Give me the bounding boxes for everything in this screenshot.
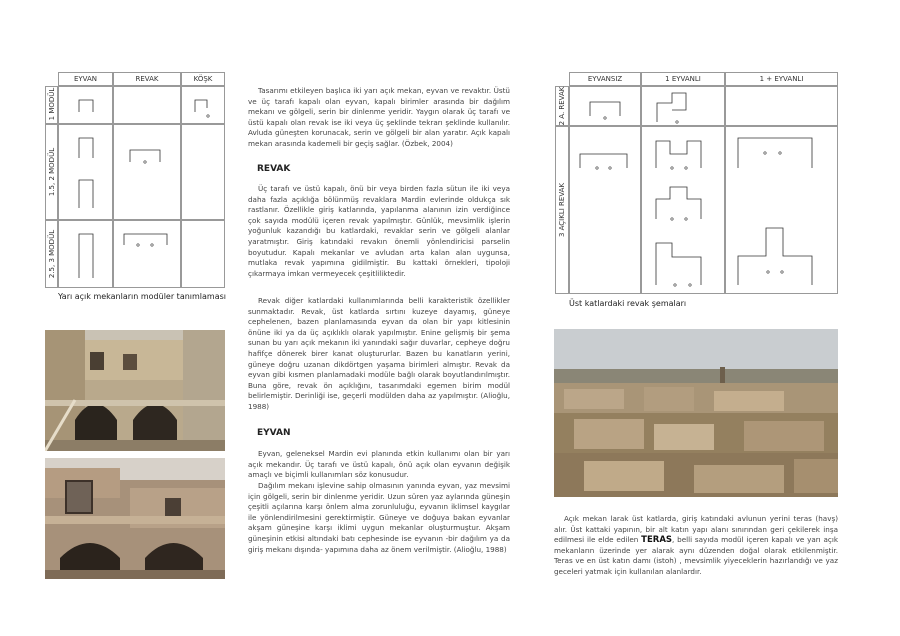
column-dot [674,284,676,286]
teras-text-end: , belli sayıda modül içeren kapalı ve yarı açık mekanların üzerinde yer alarak aynı düzenden doğal olarak etkilenmiştir. Teras ve en üst katın damı (istoh) , mevsimlik yiyeceklerin hazırlandığı ve yaz geceleri yatmak için kullanılan alanlardır. [554,535,839,576]
eyvan-paragraph-1: Eyvan, geleneksel Mardin evi planında etkin kullanımı olan bir yarı açık mekandır. Üç tarafı ve üstü kapalı, önü açık olan eyvanın değişik amaçlı ve biçimli kullanımları söz konusudur. [248,449,510,480]
1-plus-eyvanli-3a-plan-1 [738,138,812,168]
eyvansiz-3a-plan [580,154,627,168]
column-dot [781,271,783,273]
column-dot [596,167,598,169]
left-table-caption: Yarı açık mekanların modüler tanımlaması [58,292,227,301]
1-eyvanli-3a-plan-1 [656,141,701,168]
column-dot [604,117,606,119]
eyvan-paragraph-2: Dağılım mekanı işlevine sahip olmasının yanında eyvan, yaz mevsimi için gölgeli, serin bir dinlenme yeridir. Uzun süren yaz aylarında güneşin çeşitli açılarına karşı önlem alma zorunluluğu, eyvanın iklimsel kaygılar ile yönlendirilmesini gerektirmiştir. Güneye ve doğuya bakan eyvanlar akşam güneşine karşı iklimi uygun mekanlar oluşturmuştur. Akşam güneşinin etkisi altındaki batı cephesinde ise eyvanın -bir dağılım ya da giriş mekanı dışında- yapımına daha az önem verilmiştir. (Alioğlu, 1988) [248,481,510,554]
col-header-eyvan: EYVAN [58,72,113,86]
col-header-kosk: KÖŞK [181,72,225,86]
1-eyvanli-3a-plan-3 [656,243,701,285]
column-dot [609,167,611,169]
mardin-rooftops-photo-art [554,329,838,497]
row-label-2-5-3-modul: 2.5, 3 MODÜL [48,229,56,279]
column-dot [689,284,691,286]
column-dot [671,218,673,220]
row-label-3-acikli-revak: 3 AÇIKLI REVAK [558,182,566,238]
mardin-rooftops-photo [554,329,838,497]
revak-paragraph-1: Üç tarafı ve üstü kapalı, önü bir veya birden fazla sütun ile iki veya daha fazla açıklığa bölünmüş revaklara Mardin evlerinde oldukça sık rastlanır. Özellikle giriş katlarında, yapılanma alanının izin verdiğince çok sayıda modülü içeren revak yapılmıştır. Günlük, mevsimlik işlerin yoğunluk kazandığı bu katlardaki, revaklar serin ve gölgeli alanlar yaratmıştır. Giriş katındaki revakın önemli yönlendiricisi parselin boyutudur. Kapalı mekanlar ve avludan arta kalan alan uygunsa, mutlaka revak yapımına gidilmiştir. Bu kattaki örnekleri, tipoloji çıkarmaya imkan vermeyecek çeşitliliktedir. [248,184,510,278]
intro-paragraph: Tasarımı etkileyen başlıca iki yarı açık mekan, eyvan ve revaktır. Üstü ve üç tarafı kapalı olan eyvan, kapalı birimler arasında bir dağılım mekanı ve gölgeli, serin bir dinlenme yeridir. Yaygın olarak üç tarafı ve üstü kapalı olan revak ise iki veya üç şeklinde tekrarı şeklinde kullanılır. Avluda güneşten korunacak, serin ve gölgeli bir alan yaratır. Açık kapalı mekan arasında kademeli bir geçiş sağlar. (Özbek, 2004) [248,86,510,148]
col-header-1-plus-eyvanli: 1 + EYVANLI [725,72,838,86]
col-header-revak: REVAK [113,72,181,86]
eyvansiz-2a-plan [590,102,620,116]
1-eyvanli-2a-plan [657,93,686,122]
revak-paragraph-2: Revak diğer katlardaki kullanımlarında belli karakteristik özellikler sunmaktadır. Revak, üst katlarda sırtını kuzeye dayamış, güneye cephelenen, bazen planlamasında eyvan da olan bir yapı kitlesinin önüne iki ya da üç açıklıklı olarak yapılmıştır. Enine gelişmiş bir şema sunan bu yarı açık mekanın iki yanındaki sağır duvarlar, cepheye doğru hafifçe dönerek birer kanat oluştururlar. Bazen bu kanatların yerini, güneye doğru uzanan dikdörtgen yaşama birimleri almıştır. Revak da eyvan gibi kısmen planlamadaki modüle bağlı olarak boyutlandırılmıştır. Buna göre, revak ön açıklığını, tasarımdaki egemen birim modül belirlemiştir. Derinliği ise, geçerli modülden daha az yapılmıştır. (Alioğlu, 1988) [248,296,510,411]
column-dot [779,152,781,154]
1-plus-eyvanli-3a-plan-2 [738,228,812,285]
row-label-1-modul: 1 MODÜL [48,87,56,121]
revak-heading: REVAK [257,164,291,174]
column-dot [767,271,769,273]
column-dot [676,121,678,123]
eyvan-heading: EYVAN [257,428,291,438]
right-table-caption: Üst katlardaki revak şemaları [569,299,687,308]
column-dot [764,152,766,154]
teras-text-start: Açık mekan larak üst katlarda, giriş katındaki avlunun yerini teras (havş) alır. Üst kattaki yapının, bir alt katın yapı alanı sınırından geri çekilerek inşa edilmesi ile elde edilen [554,514,838,545]
row-label-1-5-2-modul: 1.5, 2 MODÜL [48,147,56,197]
1-eyvanli-3a-plan-2 [656,187,701,219]
column-dot [685,167,687,169]
col-header-eyvansiz: EYVANSIZ [569,72,641,86]
column-dot [671,167,673,169]
row-label-2a-revak: 2 A. REVAK [558,86,566,126]
column-dot [685,218,687,220]
teras-paragraph [554,514,838,578]
teras-keyword: TERAS [641,535,673,546]
col-header-1-eyvanli: 1 EYVANLI [641,72,725,86]
